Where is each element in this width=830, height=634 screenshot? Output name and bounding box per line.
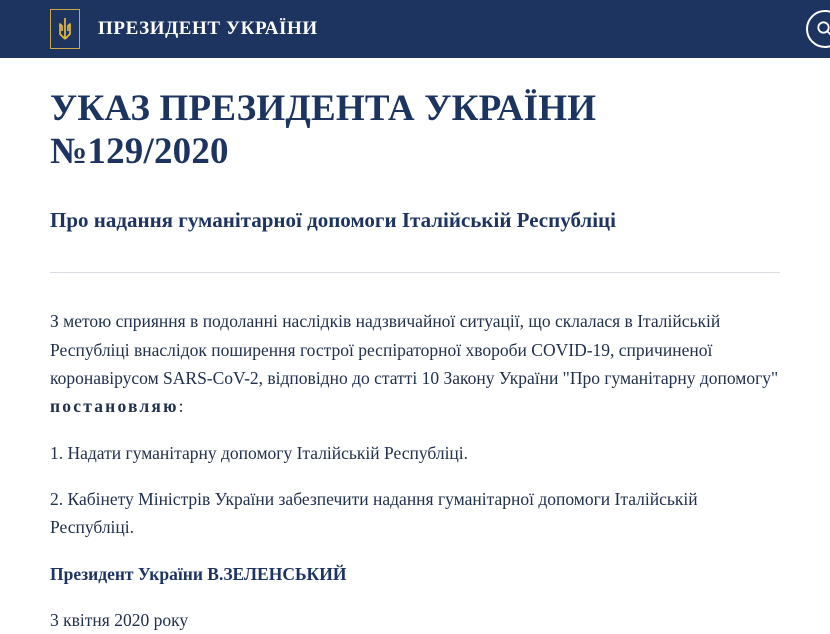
- site-header: [0, 0, 830, 58]
- search-icon[interactable]: [806, 10, 830, 48]
- page-title: УКАЗ ПРЕЗИДЕНТА УКРАЇНИ №129/2020: [50, 88, 597, 172]
- paragraph-intro: [50, 307, 780, 420]
- intro-emphasis: постановляю: [50, 396, 179, 417]
- document-container: [0, 88, 830, 634]
- intro-text-part1: З метою сприяння в подоланні наслідків надзвичайної ситуації, що склалася в Італійській Республіці внаслідок поширення гострої респіраторної хвороби COVID-19, спричиненої коронавірусом SARS-CoV-2, відповідно до статті 10 Закону України "Про гуманітарну допомогу": [50, 311, 779, 389]
- divider: [50, 272, 780, 273]
- document-subtitle: Про надання гуманітарної допомоги Італійській Республіці: [50, 208, 616, 233]
- document-signature: Президент України В.ЗЕЛЕНСЬКИЙ: [50, 563, 347, 584]
- site-title: ПРЕЗИДЕНТ УКРАЇНИ: [98, 18, 318, 39]
- document-date: 3 квітня 2020 року: [50, 610, 189, 631]
- header-actions: [806, 10, 830, 48]
- document-body: [50, 307, 780, 634]
- intro-text-part2: :: [178, 396, 184, 417]
- ukraine-trident-emblem-icon: [50, 9, 80, 49]
- paragraph-item-2: 2. Кабінету Міністрів України забезпечити надання гуманітарної допомоги Італійській Республіці.: [50, 489, 698, 538]
- paragraph-item-1: 1. Надати гуманітарну допомогу Італійській Республіці.: [50, 442, 469, 463]
- header-brand[interactable]: [0, 0, 318, 58]
